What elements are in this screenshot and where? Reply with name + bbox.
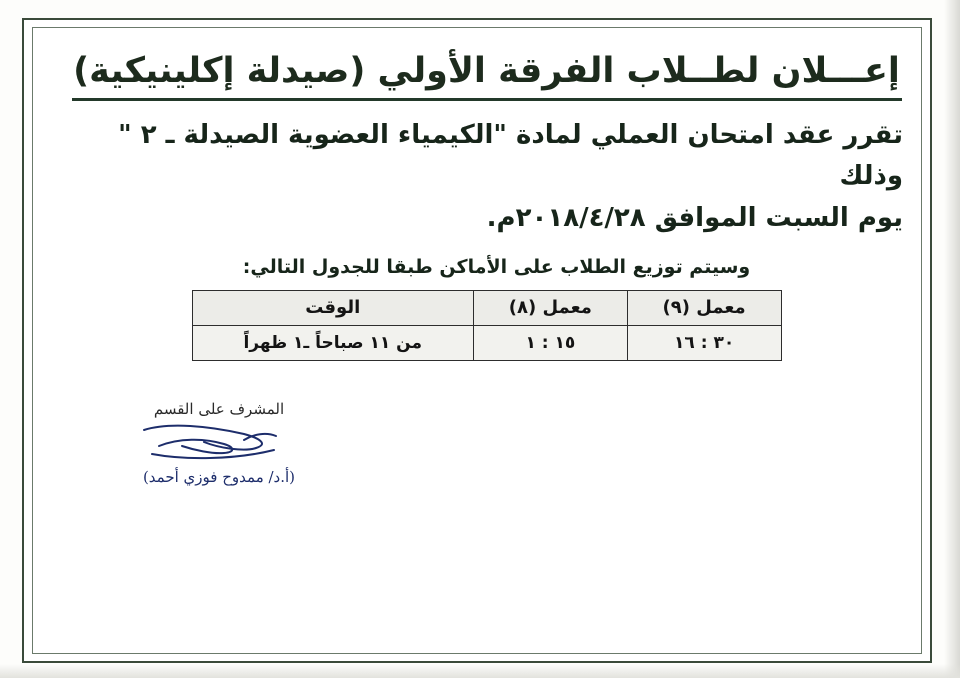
cell-time: من ١١ صباحاً ـ١ ظهراً [192, 325, 473, 360]
schedule-table-body [192, 325, 781, 360]
cell-lab-9: ٣٠ : ١٦ [627, 325, 781, 360]
handwritten-signature-icon [104, 420, 334, 466]
header-lab-8: معمل (٨) [473, 290, 627, 325]
sheet-border [22, 18, 932, 663]
title-divider [72, 98, 902, 101]
distribution-note: وسيتم توزيع الطلاب على الأماكن طبقا للجدول التالي: [242, 255, 751, 278]
schedule-table-head [192, 290, 781, 325]
signature-title: المشرف على القسم [153, 400, 285, 418]
page-title: إعـــلان لطــلاب الفرقة الأولي (صيدلة إكلينيكية) [73, 51, 900, 91]
schedule-table-wrapper [64, 290, 909, 361]
table-header-row [192, 290, 781, 325]
table-row [192, 325, 781, 360]
body-line-2: يوم السبت الموافق ٢٠١٨/٤/٢٨م. [486, 202, 903, 233]
announcement-content [64, 50, 909, 361]
header-time: الوقت [192, 290, 473, 325]
schedule-table [192, 290, 782, 361]
signature-name: (أ.د/ ممدوح فوزي أحمد) [142, 468, 296, 486]
scan-edge-shadow-bottom [0, 664, 960, 678]
cell-lab-8: ١٥ : ١ [473, 325, 627, 360]
header-lab-9: معمل (٩) [627, 290, 781, 325]
scan-edge-shadow-right [944, 0, 960, 678]
body-paragraph [64, 115, 909, 240]
signature-block [104, 400, 334, 486]
body-line-1: تقرر عقد امتحان العملي لمادة "الكيمياء العضوية الصيدلة ـ ٢ " وذلك [118, 119, 903, 192]
